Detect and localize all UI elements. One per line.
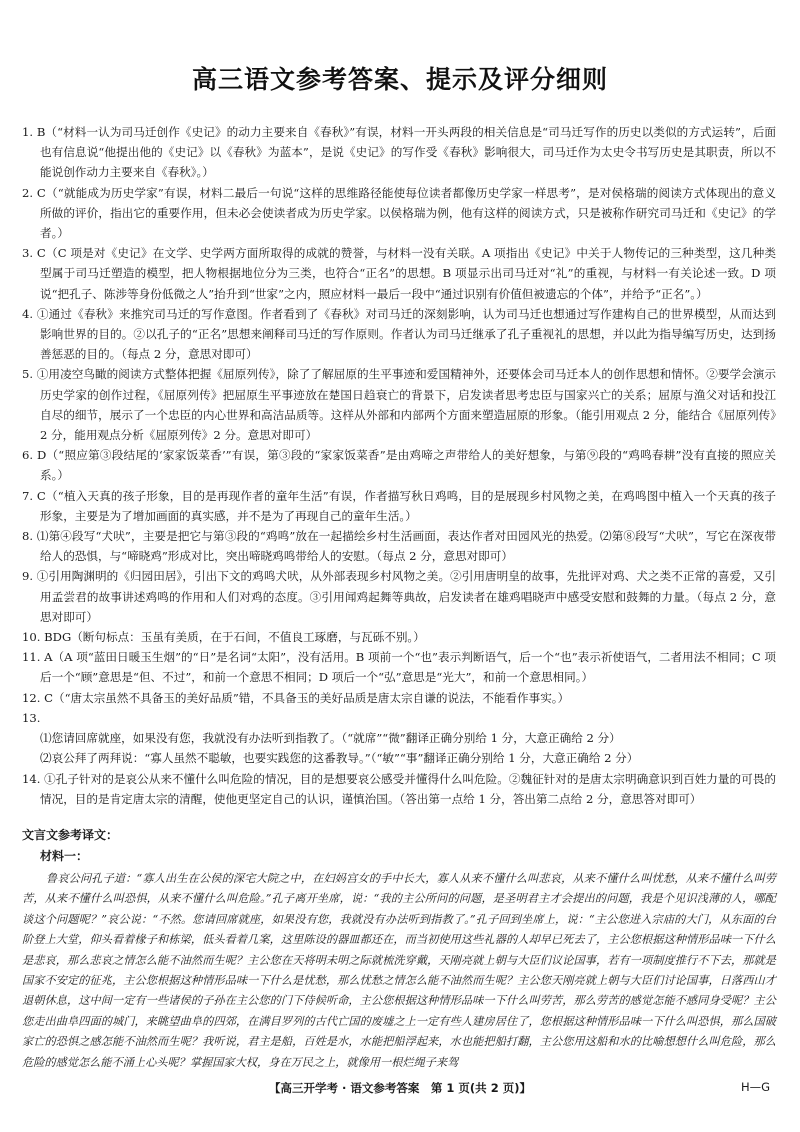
footer-code: H—G <box>740 1080 770 1094</box>
translation-section-heading: 文言文参考译文： <box>22 828 119 842</box>
answer-item-13-number: 13. <box>22 710 41 725</box>
answer-item-3: 3. C（C 项是对《史记》在文学、史学两方面所取得的成就的赞誉，与材料一没有关联。A 项指出《史记》中关于人物传记的三种类型，这几种类型属于司马迁塑造的模型，把人物根据地位分为三类，也符合“正名”的思想。B 项显示出司马迁对“礼”的重视，与材料一有关论述一致。D 项说“把孔子、陈涉等身份低微之人”抬升到“世家”之内，照应材料一最后一段中“通过识别有价值但被遗忘的个体”，并给予“正名”。） <box>22 246 776 301</box>
page-footer: 【高三开学考 · 语文参考答案 第 1 页(共 2 页)】 <box>269 1081 531 1095</box>
answer-item-6: 6. D（“照应第③段结尾的‘家家饭菜香’”有误，第③段的“家家饭菜香”是由鸡啼之声带给人的美好想象，与第⑨段的“鸡鸣春耕”没有直接的照应关系。） <box>22 448 776 483</box>
answer-item-11: 11. A（A 项“蓝田日暖玉生烟”的“日”是名词“太阳”，没有活用。B 项前一个“也”表示判断语气，后一个“也”表示祈使语气，二者用法不相同；C 项后一个“顾”意思是“但、不过”，和前一个意思不相同；D 项后一个“弘”意思是“光大”，和前一个意思相同。） <box>22 650 776 685</box>
answer-item-8: 8. ⑴第④段写“犬吠”，主要是把它与第③段的“鸡鸣”放在一起描绘乡村生活画面，表达作者对田园风光的热爱。⑵第⑧段写“犬吠”，写它在深夜带给人的恐惧，与“啼晓鸡”形成对比，突出啼晓鸡鸣带给人的安慰。（每点 2 分，意思对即可） <box>22 529 776 564</box>
answer-list <box>22 122 776 809</box>
page-title: 高三语文参考答案、提示及评分细则 <box>191 65 608 94</box>
answer-item-12: 12. C（“唐太宗虽然不具备玉的美好品质”错，不具备玉的美好品质是唐太宗自谦的说法，不能看作事实。） <box>22 690 570 705</box>
answer-item-2: 2. C（“就能成为历史学家”有误，材料二最后一句说“这样的思维路径能使每位读者都像历史学家一样思考”，是对侯格瑞的阅读方式体现出的意义所做的评价，指出它的重要作用，但未必会使读者成为历史学家。以侯格瑞为例，他有这样的阅读方式，只是被称作研究司马迁和《史记》的学者。） <box>22 185 776 241</box>
answer-item-13-part-2: ⑵哀公拜了两拜说：“寡人虽然不聪敏，也要实践您的这番教导。”（“敏”“事”翻译正确分别给 1 分，大意正确给 2 分） <box>40 751 639 766</box>
answer-item-14: 14. ①孔子针对的是哀公从来不懂什么叫危险的情况，目的是想要哀公感受并懂得什么叫危险。②魏征针对的是唐太宗明确意识到百姓力量的可畏的情况，目的是肯定唐太宗的清醒，使他更坚定自己的认识，谨慎治国。（答出第一点给 1 分，答出第二点给 2 分，意思答对即可） <box>22 771 776 806</box>
answer-item-5: 5. ①用凌空鸟瞰的阅读方式整体把握《屈原列传》，除了了解屈原的生平事迹和爱国精神外，还要体会司马迁本人的创作思想和情怀。②要学会演示历史学家的创作过程，《屈原列传》把屈原生平事迹放在楚国日趋衰亡的背景下，启发读者思考忠臣与国家兴亡的关系；屈原与渔父对话和投江自尽的细节，展示了一个忠臣的内心世界和高洁品质等。这样从外部和内部两个方面来塑造屈原的形象。（能引用观点 2 分，能结合《屈原列传》2 分，能用观点分析《屈原列传》2 分。意思对即可） <box>22 367 776 443</box>
answer-item-9: 9. ①引用陶渊明的《归园田居》，引出下文的鸡鸣犬吠，从外部表现乡村风物之美。②引用唐明皇的故事，先批评对鸡、犬之类不正常的喜爱，又引用孟尝君的故事讲述鸡鸣的作用和人们对鸡的态度。③引用闻鸡起舞等典故，启发读者在雄鸡唱晓声中感受安慰和鼓舞的力量。（每点 2 分，意思对即可） <box>22 569 776 624</box>
answer-item-13-part-1: ⑴您请回席就座，如果没有您，我就没有办法听到指教了。（“就席”“微”翻译正确分别给 1 分，大意正确给 2 分） <box>40 731 621 746</box>
answer-item-10: 10. BDG（断句标点：玉虽有美质，在于石间，不值良工琢磨，与瓦砾不别。） <box>22 630 425 645</box>
answer-item-7: 7. C（“植入天真的孩子形象，目的是再现作者的童年生活”有误，作者描写秋日鸡鸣，目的是展现乡村风物之美，在鸡鸣图中植入一个天真的孩子形象，主要是为了增加画面的真实感，并不是为了再现自己的童年生活。） <box>22 488 776 523</box>
answer-item-4: 4. ①通过《春秋》来推究司马迁的写作意图。作者看到了《春秋》对司马迁的深刻影响，认为司马迁也想通过写作建构自己的世界模型，从而达到影响世界的目的。②以孔子的“正名”思想来阐释司马迁的写作原则。作者认为司马迁继承了孔子重视礼的思想，并以此为指导编写历史，达到扬善惩恶的目的。（每点 2 分，意思对即可） <box>22 306 776 362</box>
translation-text: 鲁哀公问孔子道：“寡人出生在公侯的深宅大院之中，在妇妈宫女的手中长大，寡人从来不懂什么叫悲哀，从来不懂什么叫忧愁，从来不懂什么叫劳苦，从来不懂什么叫恐惧，从来不懂什么叫危险。”孔子离开坐席，说：“我的主公所问的问题，是圣明君主才会提出的问题，我是个见识浅薄的人，哪配谈这个问题呢？”哀公说：“不然。您请回席就座，如果没有您，我就没有办法听到指教了。”孔子回到坐席上，说：“主公您进入宗庙的大门，从东面的台阶登上大堂，仰头看着椽子和栋梁，低头看着几案，这里陈设的器皿都还在，而当初使用这些礼器的人却早已死去了，主公您根据这种情形品味一下什么是悲哀，那么悲哀之情怎么能不油然而生呢？主公您在天将明未明之际就梳洗穿戴，天刚亮就上朝与大臣们议论国事，若有一项制度推行不下去，那就是国家不安定的征兆，主公您根据这种情形品味一下什么是忧愁，那么忧愁之情怎么能不油然而生呢？主公您天刚亮就上朝与大臣们讨论国事，日落西山才退朝休息，这中间一定有一些诸侯的子孙在主公您的门下侍候听命，主公您根据这种情形品味一下什么叫劳苦，那么劳苦的感觉怎能不感同身受呢？主公您走出曲阜四面的城门，来眺望曲阜的四郊，在满目罗列的古代亡国的废墟之上一定有些人建房居住了，您根据这种情形品味一下什么叫恐惧，那么国破家亡的恐惧之感怎能不油然而生呢？我听说，君主是船，百姓是水，水能把船浮起来，水也能把船打翻，主公您用这船和水的比喻想想什么叫危险，那么危险的感觉怎么能不涌上心头呢？掌握国家大权，身在万民之上，就像用一根烂绳子来驾 <box>22 872 776 1069</box>
answer-item-13 <box>22 708 776 769</box>
answer-item-1: 1. B（“材料一认为司马迁创作《史记》的动力主要来自《春秋》”有误，材料一开头两段的相关信息是“司马迁写作的历史以类似的方式运转”，后面也有信息说“他提出他的《史记》以《春秋》为蓝本”，是说《史记》的写作受《春秋》影响很大，司马迁作为太史令书写历史是其职责，所以不能说创作动力主要来自《春秋》。） <box>22 125 776 180</box>
material-heading: 材料一： <box>40 849 89 863</box>
